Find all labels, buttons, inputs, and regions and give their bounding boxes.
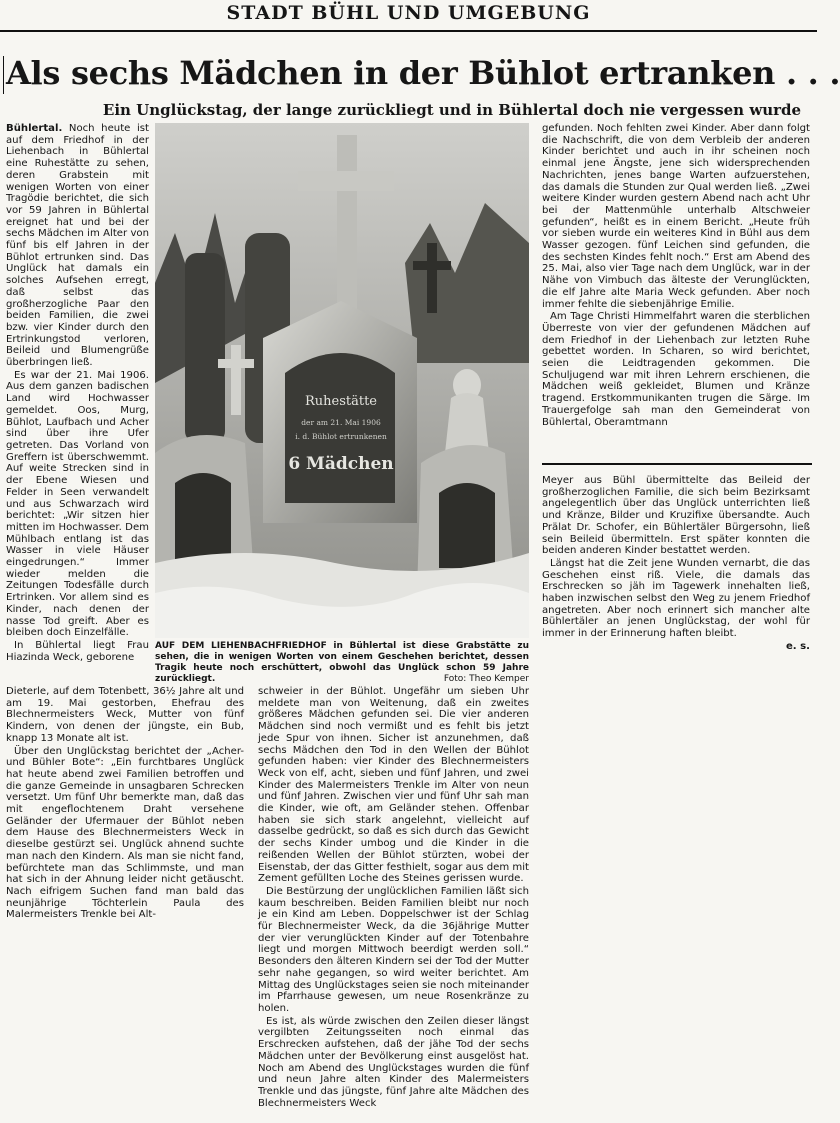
dateline: Bühlertal. (6, 123, 63, 134)
paragraph: Längst hat die Zeit jene Wunden vernarbt, die das Geschehen einst riß. Viele, die damals das Erschrecken so jäh im Tagewerk innehalten ließ, haben inzwischen selbst den Weg zu jenem Friedhof angetreten. Aber noch erinnert sich mancher alte Bühlertäler an jenen Unglückstag, der wohl für immer in der Erinnerung haften bleibt. (542, 557, 810, 640)
photo-credit: Foto: Theo Kemper (443, 674, 529, 684)
paragraph: gefunden. Noch fehlten zwei Kinder. Aber dann folgt die Nachschrift, die von dem Verbleib der anderen Kinder berichtet und auch in ihr scheinen noch einmal jene Ängste, jene sich widersprechenden Nachrichten, jenes bange Warten aufzuerstehen, das damals die Stunden zur Qual werden ließ. „Zwei weitere Kinder wurden gestern Abend nach acht Uhr bei der Mattenmühle unterhalb Altschweier gefunden“, heißt es in einem Bericht. „Heute früh vor sieben wurde ein weiteres Kind in Bühl aus dem Wasser gezogen. fünf Leichen sind gefunden, die des sechsten Kindes fehlt noch.“ Erst am Abend des 25. Mai, also vier Tage nach dem Unglück, war in der Nähe von Vimbuch das älteste der Verunglückten, die elf Jahre alte Maria Weck gefunden. Aber noch immer fehlte die siebenjährige Emilie. (542, 123, 810, 310)
paragraph: In Bühlertal liegt Frau Hiazinda Weck, geborene (6, 639, 149, 663)
paragraph: Über den Unglückstag berichtet der „Acher- und Bühler Bote“: „Ein furchtbares Unglück hat heute abend zwei Familien betroffen und die ganze Gemeinde in unsagbaren Schrecken versetzt. Um fünf Uhr bemerkte man, daß das mit engeflochtenem Draht versehene Geländer der Ufermauer der Bühlot neben dem Hause des Blechnermeisters Weck in dieselbe gestürzt sei. Unglück ahnend suchte man nach den Kindern. Als man sie nicht fand, befürchtete man das Schlimmste, und man hat sich in der Ahnung leider nicht getäuscht. Nach eifrigem Suchen fand man bald das neunjährige Töchterlein Paula des Malermeisters Trenkle bei Alt- (6, 745, 244, 921)
stone-inscription-line: i. d. Bühlot ertrunkenen (295, 432, 387, 441)
caption-lead: AUF DEM LIEHENBACHFRIEDHOF (155, 641, 327, 651)
photo-caption (155, 641, 529, 685)
grave-photo (155, 123, 529, 638)
paragraph: Noch heute ist auf dem Friedhof in der Liehenbach in Bühlertal eine Ruhestätte zu sehen, deren Grabstein mit wenigen Worten von einer Tragödie berichtet, die sich vor 59 Jahren in Bühlertal ereignet hat und bei der sechs Mädchen im Alter von fünf bis elf Jahren in der Bühlot ertrunken sind. Das Unglück hat damals ein solches Aufsehen erregt, daß selbst das großherzogliche Paar den beiden Familien, die zwei bzw. vier Kinder durch den Ertrinkungstod verloren, Beileid und Blumengrüße überbringen ließ. (6, 123, 149, 369)
article-column-right-lower (542, 475, 810, 690)
section-header: STADT BÜHL UND UMGEBUNG (226, 2, 591, 24)
stone-inscription-line: 6 Mädchen (288, 454, 394, 474)
article-column-middle-lower (258, 686, 529, 1123)
paragraph: Am Tage Christi Himmelfahrt waren die sterblichen Überreste von vier der gefundenen Mädchen auf dem Friedhof in der Liehenbach zur letzten Ruhe gebettet worden. In Scharen, so wird berichtet, seien die Leidtragenden gekommen. Die Schuljugend war mit ihren Lehrern erschienen, die Mädchen weiß gekleidet, Blumen und Kränze tragend. Erstkommunikanten trugen die Särge. Im Trauergefolge sah man den Gemeinderat von Bühlertal, Oberamtmann (542, 311, 810, 428)
paragraph: Dieterle, auf dem Totenbett, 36½ Jahre alt und am 19. Mai gestorben, Ehefrau des Blechnermeisters Weck, Mutter von fünf Kindern, von denen der jüngste, ein Bub, knapp 13 Monate alt ist. (6, 686, 244, 744)
caption-text: in Bühlertal ist diese Grabstätte zu sehen, die in wenigen Worten von einem Geschehen berichtet, dessen Tragik heute noch erschüttert, obwohl das Unglück schon 59 Jahre zurückliegt. (155, 641, 529, 684)
headline: Als sechs Mädchen in der Bühlot ertranken . . . (6, 54, 840, 92)
header-rule (0, 30, 817, 32)
stone-inscription-line: Ruhestätte (304, 394, 378, 409)
stone-inscription-line: der am 21. Mai 1906 (301, 418, 381, 427)
article-column-left (6, 123, 149, 677)
paragraph: Es ist, als würde zwischen den Zeilen dieser längst vergilbten Zeitungsseiten noch einmal das Erschrecken aufstehen, daß der jähe Tod der sechs Mädchen unter der Bevölkerung einst ausgelöst hat. Noch am Abend des Unglückstages wurden die fünf und neun Jahre alten Kinder des Malermeisters Trenkle und das jüngste, fünf Jahre alte Mädchen des Blechnermeisters Weck (258, 1015, 529, 1109)
author-signature: e. s. (785, 640, 810, 652)
paragraph: Meyer aus Bühl übermittelte das Beileid der großherzoglichen Familie, die sich beim Bezirksamt angelegentlich über das Unglück unterrichten ließ und Kränze, Bilder und Kruzifixe übersandte. Auch Prälat Dr. Schofer, ein Bühlertäler Bürgersohn, ließ sein Beileid übermitteln. Erst später konnten die beiden anderen Kinder bestattet werden. (542, 475, 810, 557)
paragraph: Es war der 21. Mai 1906. Aus dem ganzen badischen Land wird Hochwasser gemeldet. Oos, Murg, Bühlot, Laufbach und Acher sind über ihre Ufer getreten. Das Vorland von Greffern ist überschwemmt. Auf weite Strecken sind in der Ebene Wiesen und Felder in Seen verwandelt und aus Schwarzach wird berichtet: „Wir sitzen hier mitten im Hochwasser. Dem Mühlbach entlang ist das Wasser in viele Häuser eingedrungen.“ Immer wieder melden die Zeitungen Todesfälle durch Ertrinken. Vor allem sind es Kinder, nach denen der nasse Tod greift. Aber es bleiben doch Einzelfälle. (6, 369, 149, 639)
column-separator (542, 463, 812, 465)
paragraph: Die Bestürzung der unglücklichen Familien läßt sich kaum beschreiben. Beiden Familien bleibt nur noch je ein Kind am Leben. Doppelschwer ist der Schlag für Blechnermeister Weck, da die 36jährige Mutter der vier verunglückten Kinder auf der Totenbahre liegt und morgen Mittwoch beerdigt werden soll.“ Besonders den älteren Kindern sei der Tod der Mutter sehr nahe gegangen, so wird weiter berichtet. Am Mittag des Unglückstages seien sie noch miteinander im Pfarrhause gewesen, um neue Rosenkränze zu holen. (258, 885, 529, 1014)
subheadline: Ein Unglückstag, der lange zurückliegt und in Bühlertal doch nie vergessen wurde (102, 101, 802, 119)
headline-rule-left (3, 56, 4, 94)
article-column-left-lower (6, 686, 244, 921)
article-column-right-upper (542, 123, 810, 442)
grave-photo-image (155, 123, 529, 638)
paragraph: schweier in der Bühlot. Ungefähr um sieben Uhr meldete man von Weitenung, daß ein zweites größeres Mädchen gefunden sei. Die vier anderen Mädchen sind noch vermißt und es fehlt bis jetzt jede Spur von ihnen. Sicher ist anzunehmen, daß sechs Mädchen den Tod in den Wellen der Bühlot gefunden haben: vier Kinder des Blechnermeisters Weck von elf, acht, sieben und fünf Jahren, und zwei Kinder des Malermeisters Trenkle im Alter von neun und fünf Jahren. Zwischen vier und fünf Uhr sah man die Kinder, wie oft, am Geländer stehen. Offenbar haben sie sich stark angelehnt, vielleicht auf dasselbe gedrückt, so daß es sich durch das Gewicht der sechs Kinder umbog und die Kinder in die reißenden Wellen der Bühlot stürzten, wobei der Eisenstab, der das Gitter festhielt, sogar aus dem mit Zement gefüllten Loche des Steines gerissen wurde. (258, 686, 529, 885)
